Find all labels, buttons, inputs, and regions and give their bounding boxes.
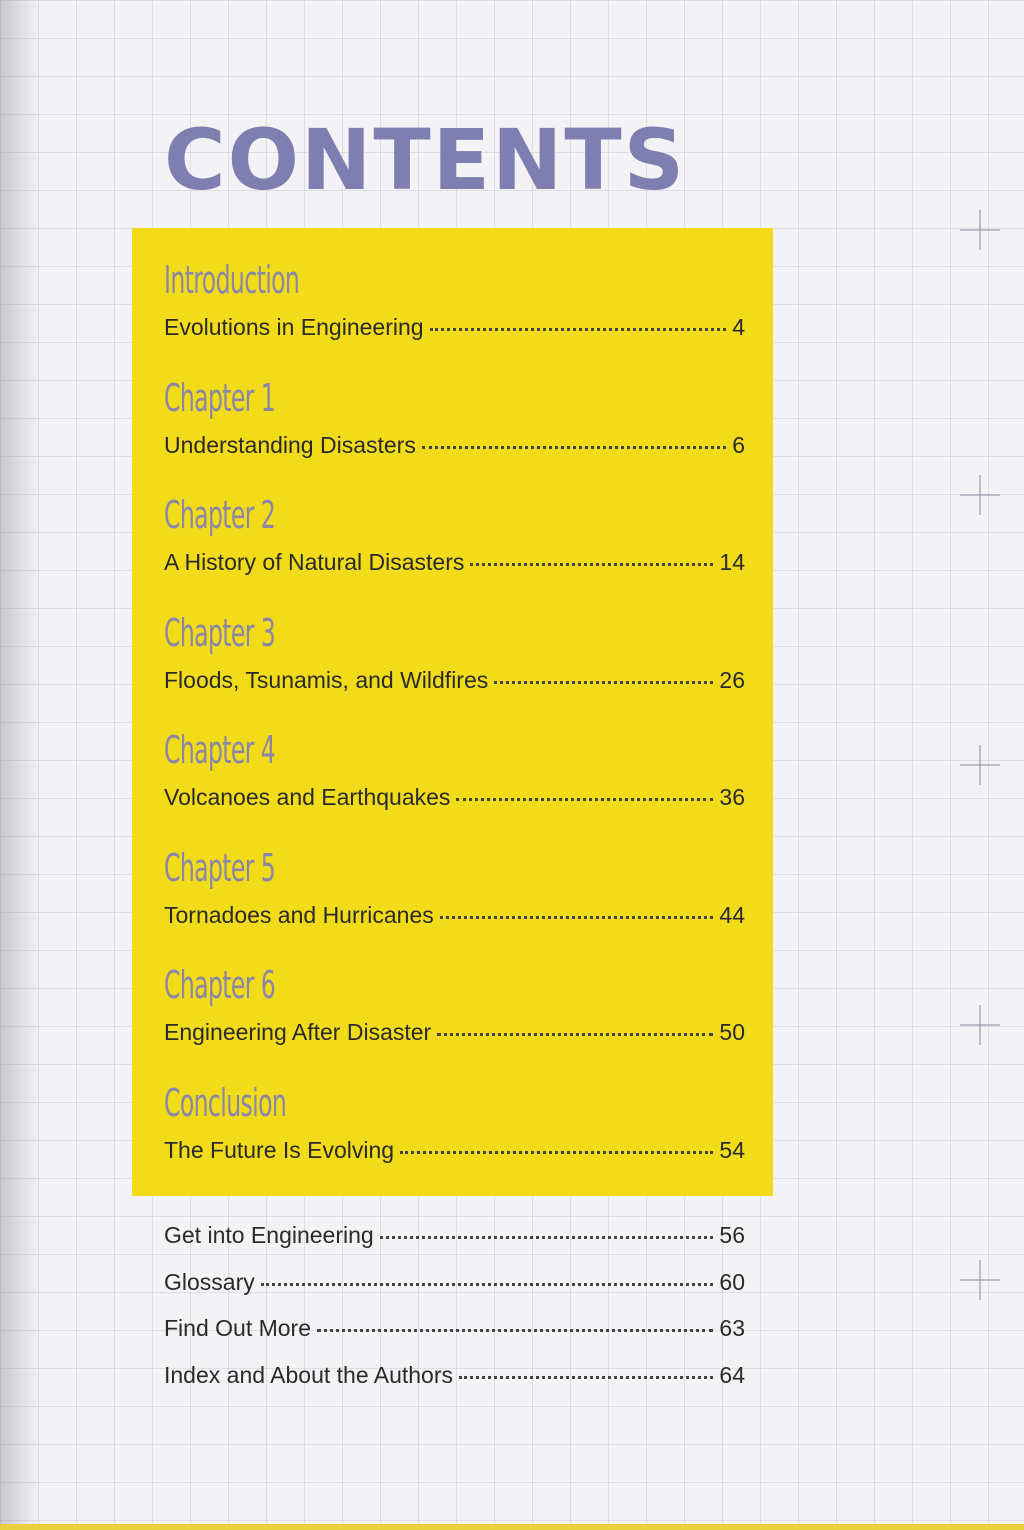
entry-page: 6 — [732, 431, 745, 458]
entry-page: 36 — [719, 784, 745, 810]
entry-title: Floods, Tsunamis, and Wildfires — [164, 666, 489, 693]
dot-leader — [380, 1236, 714, 1239]
toc-entry — [164, 549, 745, 576]
toc-entry — [164, 667, 745, 694]
entry-page: 60 — [719, 1268, 745, 1295]
toc-entry — [164, 784, 745, 811]
dot-leader — [317, 1329, 713, 1332]
entry-page: 54 — [719, 1136, 745, 1163]
grid-crosshair-mark — [960, 210, 1000, 250]
toc-section — [164, 1081, 745, 1199]
toc-section — [164, 963, 745, 1081]
toc-section — [164, 376, 745, 494]
entry-page: 50 — [719, 1019, 745, 1045]
section-label: Conclusion — [164, 1080, 287, 1125]
toc-section — [164, 846, 745, 964]
entry-page: 56 — [719, 1222, 745, 1248]
dot-leader — [422, 446, 726, 449]
section-label: Introduction — [164, 258, 300, 302]
toc-section — [164, 493, 745, 611]
section-label: Chapter 3 — [164, 610, 276, 655]
entry-page: 14 — [719, 549, 745, 575]
toc-entry — [164, 432, 745, 459]
dot-leader — [440, 916, 714, 919]
grid-crosshair-mark — [960, 745, 1000, 785]
section-label: Chapter 6 — [164, 963, 276, 1007]
entry-page: 4 — [732, 314, 745, 340]
entry-title: Get into Engineering — [164, 1222, 374, 1248]
entry-page: 26 — [719, 666, 745, 693]
grid-crosshair-mark — [960, 1260, 1000, 1300]
entry-title: Glossary — [164, 1268, 255, 1295]
dot-leader — [456, 798, 713, 801]
entry-title: The Future Is Evolving — [164, 1136, 395, 1163]
toc-entry — [164, 1222, 745, 1269]
entry-title: Understanding Disasters — [164, 431, 416, 458]
dot-leader — [470, 563, 713, 566]
toc-entry — [164, 314, 745, 341]
page-title: CONTENTS — [164, 111, 687, 209]
entry-title: A History of Natural Disasters — [164, 549, 465, 575]
section-label: Chapter 4 — [164, 728, 276, 772]
dot-leader — [430, 328, 727, 331]
toc-entry — [164, 1362, 745, 1409]
entry-page: 63 — [719, 1315, 745, 1341]
entry-title: Volcanoes and Earthquakes — [164, 784, 451, 810]
toc-section — [164, 611, 745, 729]
toc-entry — [164, 1137, 745, 1164]
entry-page: 64 — [719, 1361, 745, 1388]
dot-leader — [437, 1033, 713, 1036]
dot-leader — [261, 1283, 714, 1286]
grid-crosshair-mark — [960, 1005, 1000, 1045]
grid-crosshair-mark — [960, 475, 1000, 515]
entry-title: Index and About the Authors — [164, 1361, 454, 1388]
dot-leader — [400, 1151, 713, 1154]
toc-entry — [164, 1269, 745, 1316]
entry-title: Evolutions in Engineering — [164, 314, 424, 340]
section-label: Chapter 5 — [164, 845, 276, 890]
dot-leader — [459, 1376, 713, 1379]
section-label: Chapter 1 — [164, 375, 276, 420]
entry-title: Tornadoes and Hurricanes — [164, 901, 434, 928]
back-matter-list — [164, 1222, 745, 1408]
page-gutter-shadow — [0, 0, 40, 1530]
dot-leader — [494, 681, 713, 684]
toc-entry — [164, 1019, 745, 1046]
toc-entry — [164, 902, 745, 929]
toc-section — [164, 728, 745, 846]
bottom-edge-strip — [0, 1524, 1024, 1530]
section-label: Chapter 2 — [164, 493, 276, 537]
toc-section — [164, 258, 745, 376]
toc-entry — [164, 1315, 745, 1362]
chapters-panel — [132, 228, 773, 1196]
entry-title: Find Out More — [164, 1315, 311, 1341]
entry-page: 44 — [719, 901, 745, 928]
entry-title: Engineering After Disaster — [164, 1019, 432, 1045]
